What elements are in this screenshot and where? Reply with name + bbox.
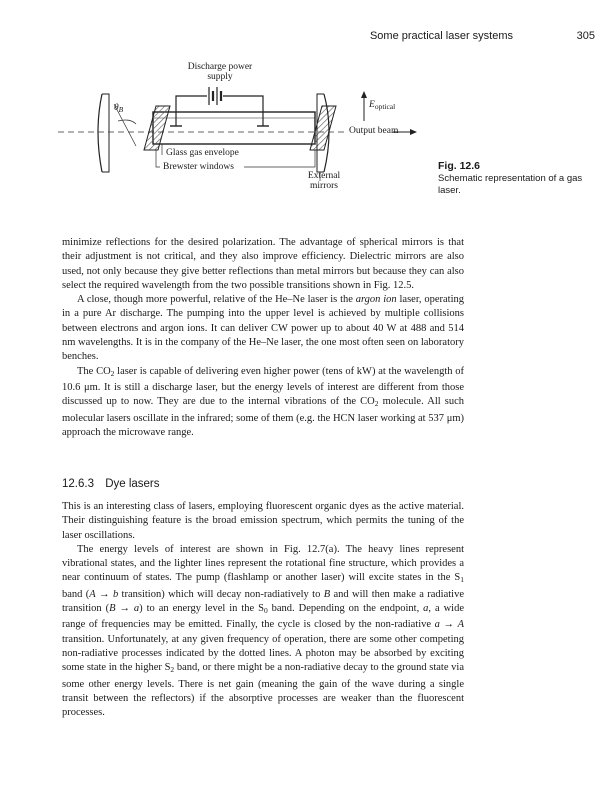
label-external-mirrors: External mirrors (307, 171, 341, 192)
paragraph: The energy levels of interest are shown in Fig. 12.7(a). The heavy lines represent vibrational states, and the lighter lines represent the rotational fine structure, which provides a near continuum of states. The pump (flashlamp or another laser) will excite states in the $S_1$ band (A → b transition) which will decay non-radiatively to B and will then make a radiative transition (B → a) to an energy level in the $S_0$ band. Depending on the endpoint, a, a wide range of frequencies may be emitted. Finally, the cycle is closed by the non-radiative a → A transition. Unfortunately, at any given frequency of operation, there are some other competing non-radiative processes indicated by the dotted lines. A photon may be absorbed by exciting some state in the higher $S_2$ band, or there might be a non-radiative decay to the ground state via some other energy levels. There is net gain (meaning the gain of the wave during a single transit between the reflectors) if the absorptive processes are weaker than the fluorescent processes. (62, 543, 465, 719)
caption-label: Fig. 12.6 (438, 160, 481, 172)
power-supply-wire (176, 96, 207, 118)
section-number: 12.6.3 (62, 478, 94, 490)
label-brewster-windows: Brewster windows (163, 162, 234, 172)
label-brewster-angle: $\theta_B$ (114, 103, 124, 114)
body-text-upper (62, 236, 464, 440)
label-glass-envelope: Glass gas envelope (166, 148, 239, 158)
caption-text: Schematic representation of a gas laser. (438, 173, 583, 196)
body-text-lower (62, 500, 464, 720)
label-e-optical: $E_{optical}$ (369, 100, 396, 111)
page-number: 305 (576, 30, 595, 42)
paragraph: A close, though more powerful, relative of the He–Ne laser is the argon ion laser, operating in a pure Ar discharge. The pumping into the upper level is achieved by multiple collisions between electrons and argon ions. It can deliver CW power up to about 40 W at 488 and 514 nm wavelengths. It is in the company of the He–Ne laser, the one most often seen on laboratory benches. (62, 294, 464, 363)
page-header (62, 30, 595, 46)
paragraph: This is an interesting class of lasers, employing fluorescent organic dyes as the active material. Their distinguishing feature is the broad emission spectrum, which permits the tuning of the laser oscillations. (62, 501, 464, 541)
figure-gas-laser (58, 54, 428, 229)
running-title: Some practical laser systems (369, 30, 513, 42)
left-external-mirror (98, 94, 102, 172)
label-output-beam: Output beam (349, 126, 399, 136)
paragraph: The $CO_2$ laser is capable of delivering even higher power (tens of kW) at the wavelength of 10.6 μm. It is still a discharge laser, but the energy levels of interest are different from those discussed up to now. They are due to the internal vibrations of the $CO_2$ molecule. All such molecular lasers oscillate in the infrared; some of them (e.g. the HCN laser working at 537 μm) approach the microwave range. (62, 365, 464, 438)
section-heading (62, 478, 160, 490)
paragraph: minimize reflections for the desired polarization. The advantage of spherical mirrors is that their adjustment is not critical, and they also improve efficiency. Dielectric mirrors are also used, not only because they give better reflections than metal mirrors but because they can also select the required wavelength from the two possible transitions shown in Fig. 12.5. (62, 237, 464, 291)
glass-tube (153, 112, 315, 144)
brewster-angle-arc (118, 120, 136, 124)
figure-caption (438, 160, 588, 197)
label-power-supply: Discharge power supply (187, 62, 253, 83)
section-title: Dye lasers (105, 478, 160, 490)
